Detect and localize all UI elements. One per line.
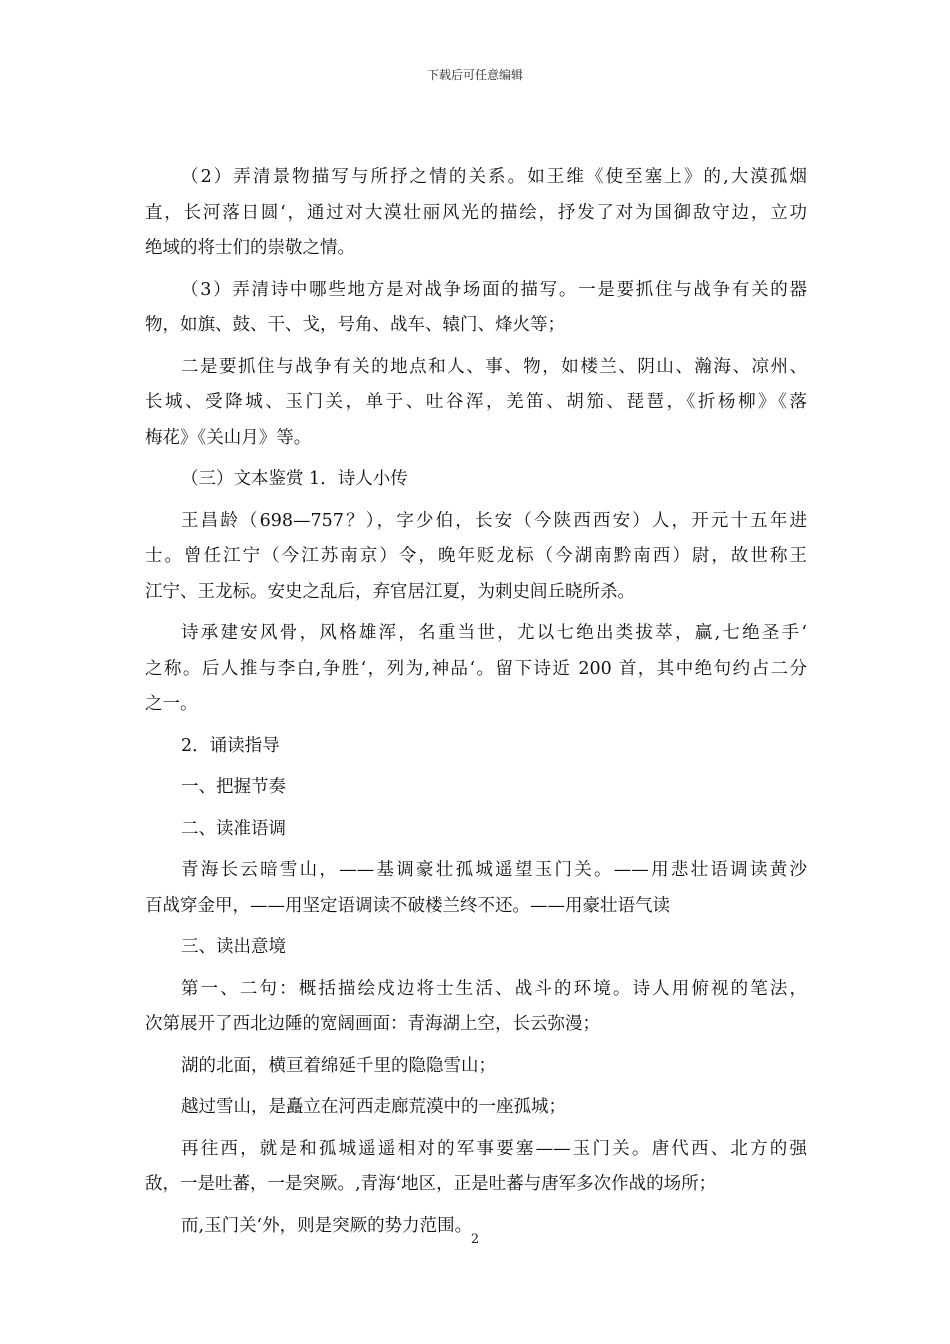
section-heading: 2．诵读指导 — [181, 735, 280, 756]
text-line: 次第展开了西北边陲的宽阔画面：青海湖上空，长云弥漫； — [145, 1014, 600, 1034]
text-line: （2）弄清景物描写与所抒之情的关系。如王维《使至塞上》的,大漠孤烟 — [181, 167, 807, 187]
text-line: 再往西，就是和孤城遥遥相对的军事要塞——玉门关。唐代西、北方的强 — [181, 1138, 807, 1159]
paragraph — [145, 1090, 807, 1126]
text-line: 长城、受降城、玉门关，单于、吐谷浑，羌笛、胡笳、琵琶，《折杨柳》《落 — [145, 392, 807, 412]
text-line: 百战穿金甲，——用坚定语调读不破楼兰终不还。——用豪壮语气读 — [145, 895, 670, 916]
text-line: 梅花》《关山月》等。 — [145, 427, 312, 448]
section-heading: 一、把握节奏 — [181, 777, 286, 797]
section-heading: 二、读准语调 — [181, 818, 286, 839]
text-line: 越过雪山，是矗立在河西走廊荒漠中的一座孤城； — [181, 1097, 566, 1117]
document-body — [145, 160, 807, 1244]
text-line: 青海长云暗雪山，——基调豪壮孤城遥望玉门关。——用悲壮语调读黄沙 — [181, 860, 807, 880]
paragraph — [145, 350, 807, 457]
text-line: 而,玉门关‘外，则是突厥的势力范围。 — [181, 1215, 473, 1236]
paragraph — [145, 1049, 807, 1085]
paragraph — [145, 930, 807, 966]
text-line: 敌，一是吐蕃，一是突厥。,青海‘地区，正是吐蕃与唐军多次作战的场所； — [145, 1174, 717, 1194]
paragraph — [145, 504, 807, 611]
text-line: 物，如旗、鼓、干、戈，号角、战车、辕门、烽火等； — [145, 315, 565, 335]
page-number: 2 — [470, 1232, 480, 1247]
paragraph — [145, 273, 807, 344]
text-line: 诗承建安风骨，风格雄浑，名重当世，尤以七绝出类拔萃，赢,七绝圣手‘ — [181, 623, 807, 643]
text-line: 湖的北面，横亘着绵延千里的隐隐雪山； — [181, 1055, 496, 1076]
paragraph — [145, 1132, 807, 1203]
paragraph — [145, 729, 807, 765]
paragraph — [145, 770, 807, 806]
text-line: 第一、二句：概括描绘戍边将士生活、战斗的环境。诗人用俯视的笔法， — [181, 978, 807, 999]
text-line: 二是要抓住与战争有关的地点和人、事、物，如楼兰、阴山、瀚海、凉州、 — [181, 356, 807, 377]
text-line: 之一。 — [145, 694, 198, 714]
paragraph — [145, 160, 807, 267]
page-header: 下载后可任意编辑 — [426, 68, 523, 82]
text-line: （3）弄清诗中哪些地方是对战争场面的描写。一是要抓住与战争有关的器 — [181, 279, 807, 300]
text-line: 士。曾任江宁（今江苏南京）令，晚年贬龙标（今湖南黔南西）尉，故世称王 — [145, 546, 807, 566]
paragraph — [145, 616, 807, 723]
paragraph — [145, 812, 807, 848]
text-line: 绝域的将士们的崇敬之情。 — [145, 238, 355, 258]
text-line: 直，长河落日圆‘，通过对大漠壮丽风光的描绘，抒发了对为国御敌守边，立功 — [145, 202, 807, 223]
text-line: 江宁、王龙标。安史之乱后，弃官居江夏，为刺史闾丘晓所杀。 — [145, 581, 635, 602]
section-heading: 三、读出意境 — [181, 937, 286, 957]
paragraph — [145, 972, 807, 1043]
paragraph — [145, 853, 807, 924]
section-heading: （三）文本鉴赏 1．诗人小传 — [181, 469, 408, 489]
paragraph — [145, 462, 807, 498]
text-line: 之称。后人推与李白,争胜‘，列为,神品‘。留下诗近 200 首，其中绝句约占二分 — [145, 658, 807, 679]
text-line: 王昌龄（698—757？），字少伯，长安（今陕西西安）人，开元十五年进 — [181, 510, 807, 531]
